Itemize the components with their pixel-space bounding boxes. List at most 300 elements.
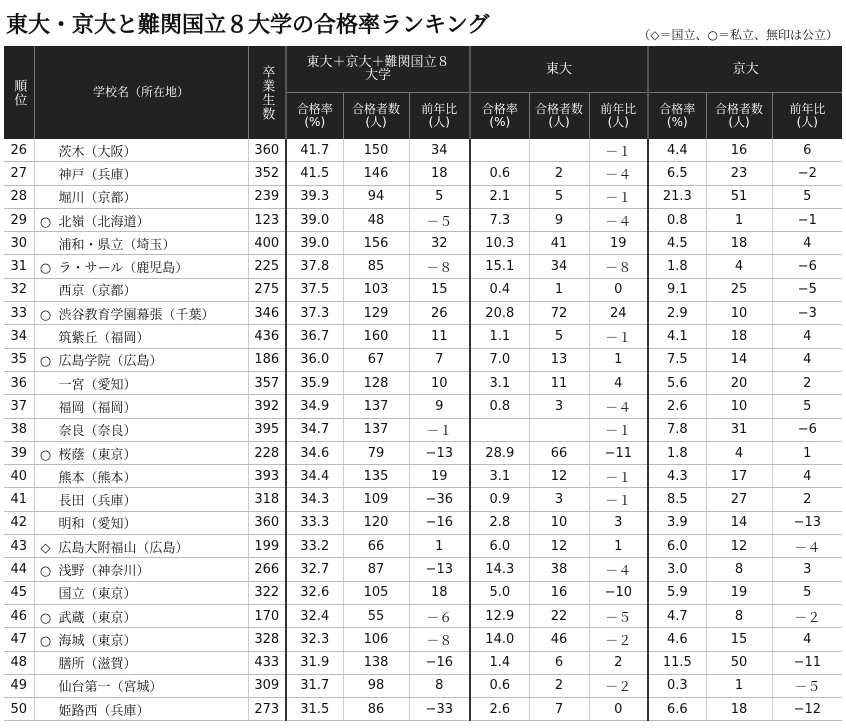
rank-cell: 44	[4, 558, 34, 581]
kyodai-rate-cell: 4.4	[648, 139, 706, 162]
todai-count-cell	[529, 139, 589, 162]
all-yoy-cell: 1	[409, 535, 470, 558]
all-count-cell: 79	[343, 441, 409, 464]
school-name: 明和（愛知）	[58, 517, 137, 533]
school-cell	[34, 278, 248, 301]
school-cell	[34, 651, 248, 674]
table-row	[4, 185, 842, 208]
kyodai-count-cell: 14	[706, 348, 772, 371]
kyodai-rate-cell: 5.6	[648, 371, 706, 394]
kyodai-yoy-cell: 4	[772, 465, 842, 488]
school-cell	[34, 302, 248, 325]
todai-yoy-cell: －１	[589, 418, 648, 441]
todai-count-cell: 72	[529, 302, 589, 325]
todai-rate-cell: 0.8	[470, 395, 529, 418]
rank-cell: 45	[4, 581, 34, 604]
kyodai-rate-cell: 3.9	[648, 511, 706, 534]
todai-rate-cell: 20.8	[470, 302, 529, 325]
header-rate: 合格率(%)	[648, 93, 706, 140]
todai-count-cell: 66	[529, 441, 589, 464]
rank-cell: 31	[4, 255, 34, 278]
all-count-cell: 86	[343, 698, 409, 721]
graduates-cell: 228	[248, 441, 286, 464]
todai-count-cell: 3	[529, 395, 589, 418]
graduates-cell: 318	[248, 488, 286, 511]
table-row	[4, 604, 842, 627]
header-school: 学校名（所在地）	[34, 46, 248, 139]
graduates-cell: 273	[248, 698, 286, 721]
graduates-cell: 395	[248, 418, 286, 441]
graduates-cell: 186	[248, 348, 286, 371]
kyodai-rate-cell: 2.6	[648, 395, 706, 418]
table-row	[4, 371, 842, 394]
todai-yoy-cell: 24	[589, 302, 648, 325]
kyodai-yoy-cell: −6	[772, 255, 842, 278]
all-count-cell: 150	[343, 139, 409, 162]
ranking-table	[4, 46, 842, 721]
kyodai-count-cell: 27	[706, 488, 772, 511]
header-count: 合格者数(人)	[529, 93, 589, 140]
all-yoy-cell: －５	[409, 208, 470, 231]
kyodai-yoy-cell: 5	[772, 395, 842, 418]
todai-rate-cell: 15.1	[470, 255, 529, 278]
kyodai-count-cell: 18	[706, 232, 772, 255]
todai-rate-cell: 3.1	[470, 465, 529, 488]
kyodai-rate-cell: 6.6	[648, 698, 706, 721]
todai-yoy-cell: 0	[589, 278, 648, 301]
school-name: 西京（京都）	[58, 284, 137, 300]
kyodai-count-cell: 18	[706, 698, 772, 721]
school-name: 福岡（福岡）	[58, 400, 137, 416]
graduates-cell: 266	[248, 558, 286, 581]
all-count-cell: 105	[343, 581, 409, 604]
kyodai-rate-cell: 5.9	[648, 581, 706, 604]
kyodai-rate-cell: 0.3	[648, 674, 706, 697]
rank-cell: 43	[4, 535, 34, 558]
kyodai-yoy-cell: −11	[772, 651, 842, 674]
kyodai-count-cell: 4	[706, 255, 772, 278]
header-yoy: 前年比(人)	[589, 93, 648, 140]
school-name: 浅野（神奈川）	[58, 563, 150, 579]
todai-count-cell: 46	[529, 628, 589, 651]
todai-rate-cell: 0.9	[470, 488, 529, 511]
school-name: 広島学院（広島）	[58, 354, 163, 370]
school-cell	[34, 698, 248, 721]
rank-cell: 39	[4, 441, 34, 464]
kyodai-count-cell: 17	[706, 465, 772, 488]
all-count-cell: 98	[343, 674, 409, 697]
kyodai-yoy-cell: －４	[772, 535, 842, 558]
rank-cell: 46	[4, 604, 34, 627]
all-count-cell: 48	[343, 208, 409, 231]
todai-yoy-cell: 3	[589, 511, 648, 534]
todai-count-cell: 5	[529, 185, 589, 208]
ranking-table-body	[4, 139, 842, 721]
school-cell	[34, 418, 248, 441]
kyodai-yoy-cell: −2	[772, 162, 842, 185]
all-rate-cell: 33.2	[286, 535, 343, 558]
table-row	[4, 674, 842, 697]
graduates-cell: 170	[248, 604, 286, 627]
school-cell	[34, 208, 248, 231]
all-yoy-cell: −16	[409, 651, 470, 674]
school-cell	[34, 488, 248, 511]
kyodai-yoy-cell: 5	[772, 185, 842, 208]
table-row	[4, 558, 842, 581]
kyodai-rate-cell: 1.8	[648, 255, 706, 278]
all-rate-cell: 32.3	[286, 628, 343, 651]
kyodai-count-cell: 10	[706, 302, 772, 325]
all-count-cell: 66	[343, 535, 409, 558]
kyodai-count-cell: 10	[706, 395, 772, 418]
rank-cell: 47	[4, 628, 34, 651]
graduates-cell: 239	[248, 185, 286, 208]
table-row	[4, 651, 842, 674]
all-count-cell: 55	[343, 604, 409, 627]
all-yoy-cell: 10	[409, 371, 470, 394]
all-yoy-cell: 7	[409, 348, 470, 371]
todai-yoy-cell: －１	[589, 139, 648, 162]
kyodai-count-cell: 51	[706, 185, 772, 208]
school-type-mark: ○	[39, 610, 52, 626]
todai-yoy-cell: －１	[589, 325, 648, 348]
school-name: 堀川（京都）	[58, 191, 137, 207]
all-rate-cell: 39.0	[286, 232, 343, 255]
rank-cell: 41	[4, 488, 34, 511]
todai-count-cell: 22	[529, 604, 589, 627]
kyodai-count-cell: 1	[706, 208, 772, 231]
all-count-cell: 137	[343, 395, 409, 418]
kyodai-rate-cell: 1.8	[648, 441, 706, 464]
rank-cell: 35	[4, 348, 34, 371]
todai-rate-cell: 1.1	[470, 325, 529, 348]
todai-yoy-cell: －２	[589, 628, 648, 651]
school-name: 茨木（大阪）	[58, 144, 137, 160]
todai-rate-cell: 2.6	[470, 698, 529, 721]
school-cell	[34, 371, 248, 394]
all-rate-cell: 32.4	[286, 604, 343, 627]
kyodai-yoy-cell: 6	[772, 139, 842, 162]
all-yoy-cell: －８	[409, 628, 470, 651]
todai-count-cell: 6	[529, 651, 589, 674]
todai-count-cell: 2	[529, 674, 589, 697]
all-yoy-cell: −13	[409, 558, 470, 581]
todai-rate-cell	[470, 139, 529, 162]
todai-rate-cell: 10.3	[470, 232, 529, 255]
table-row	[4, 139, 842, 162]
all-rate-cell: 34.4	[286, 465, 343, 488]
kyodai-rate-cell: 21.3	[648, 185, 706, 208]
kyodai-yoy-cell: 3	[772, 558, 842, 581]
school-type-mark: ○	[39, 214, 52, 230]
all-yoy-cell: 26	[409, 302, 470, 325]
kyodai-count-cell: 18	[706, 325, 772, 348]
todai-count-cell: 38	[529, 558, 589, 581]
school-name: 渋谷教育学園幕張（千葉）	[58, 307, 215, 323]
rank-cell: 36	[4, 371, 34, 394]
school-name: 広島大附福山（広島）	[58, 540, 189, 556]
todai-yoy-cell: －４	[589, 395, 648, 418]
rank-cell: 28	[4, 185, 34, 208]
kyodai-yoy-cell: 5	[772, 581, 842, 604]
table-row	[4, 628, 842, 651]
kyodai-count-cell: 23	[706, 162, 772, 185]
todai-rate-cell: 2.1	[470, 185, 529, 208]
rank-cell: 33	[4, 302, 34, 325]
all-yoy-cell: −13	[409, 441, 470, 464]
kyodai-count-cell: 16	[706, 139, 772, 162]
all-rate-cell: 34.3	[286, 488, 343, 511]
graduates-cell: 436	[248, 325, 286, 348]
table-row	[4, 441, 842, 464]
all-yoy-cell: −36	[409, 488, 470, 511]
todai-rate-cell: 12.9	[470, 604, 529, 627]
all-rate-cell: 31.7	[286, 674, 343, 697]
all-count-cell: 67	[343, 348, 409, 371]
kyodai-yoy-cell: 1	[772, 441, 842, 464]
all-count-cell: 87	[343, 558, 409, 581]
graduates-cell: 352	[248, 162, 286, 185]
school-type-mark: ◇	[40, 540, 51, 556]
todai-yoy-cell: 0	[589, 698, 648, 721]
kyodai-rate-cell: 3.0	[648, 558, 706, 581]
all-count-cell: 137	[343, 418, 409, 441]
all-rate-cell: 31.9	[286, 651, 343, 674]
todai-yoy-cell: －４	[589, 558, 648, 581]
all-rate-cell: 36.7	[286, 325, 343, 348]
graduates-cell: 357	[248, 371, 286, 394]
school-name: ラ・サール（鹿児島）	[58, 261, 189, 277]
header-yoy: 前年比(人)	[772, 93, 842, 140]
school-name: 奈良（奈良）	[58, 424, 137, 440]
all-rate-cell: 37.3	[286, 302, 343, 325]
todai-rate-cell: 5.0	[470, 581, 529, 604]
school-name: 北嶺（北海道）	[58, 214, 150, 230]
rank-cell: 50	[4, 698, 34, 721]
rank-cell: 38	[4, 418, 34, 441]
todai-rate-cell: 7.3	[470, 208, 529, 231]
all-count-cell: 109	[343, 488, 409, 511]
school-name: 膳所（滋賀）	[58, 657, 137, 673]
graduates-cell: 392	[248, 395, 286, 418]
kyodai-count-cell: 8	[706, 604, 772, 627]
todai-yoy-cell: －４	[589, 208, 648, 231]
header-count: 合格者数(人)	[343, 93, 409, 140]
kyodai-rate-cell: 4.3	[648, 465, 706, 488]
kyodai-rate-cell: 9.1	[648, 278, 706, 301]
header-yoy: 前年比(人)	[409, 93, 470, 140]
kyodai-yoy-cell: −12	[772, 698, 842, 721]
todai-yoy-cell: －１	[589, 465, 648, 488]
graduates-cell: 360	[248, 139, 286, 162]
all-rate-cell: 31.5	[286, 698, 343, 721]
school-cell	[34, 395, 248, 418]
todai-count-cell: 9	[529, 208, 589, 231]
graduates-cell: 309	[248, 674, 286, 697]
rank-cell: 48	[4, 651, 34, 674]
school-cell	[34, 674, 248, 697]
school-cell	[34, 628, 248, 651]
school-type-mark: ○	[39, 633, 52, 649]
todai-rate-cell: 0.6	[470, 162, 529, 185]
school-name: 神戸（兵庫）	[58, 167, 137, 183]
todai-yoy-cell: －８	[589, 255, 648, 278]
table-row	[4, 465, 842, 488]
school-cell	[34, 535, 248, 558]
kyodai-yoy-cell: －５	[772, 674, 842, 697]
all-rate-cell: 39.0	[286, 208, 343, 231]
school-name: 海城（東京）	[58, 633, 137, 649]
rank-cell: 32	[4, 278, 34, 301]
all-yoy-cell: 5	[409, 185, 470, 208]
school-type-mark: ○	[39, 354, 52, 370]
todai-count-cell: 12	[529, 465, 589, 488]
all-rate-cell: 41.7	[286, 139, 343, 162]
table-row	[4, 348, 842, 371]
rank-cell: 29	[4, 208, 34, 231]
school-name: 姫路西（兵庫）	[58, 703, 150, 719]
graduates-cell: 328	[248, 628, 286, 651]
graduates-cell: 199	[248, 535, 286, 558]
all-rate-cell: 34.6	[286, 441, 343, 464]
kyodai-yoy-cell: －２	[772, 604, 842, 627]
all-yoy-cell: 8	[409, 674, 470, 697]
all-count-cell: 106	[343, 628, 409, 651]
kyodai-yoy-cell: 2	[772, 371, 842, 394]
school-cell	[34, 162, 248, 185]
todai-rate-cell: 0.4	[470, 278, 529, 301]
school-name: 浦和・県立（埼玉）	[58, 237, 176, 253]
all-count-cell: 138	[343, 651, 409, 674]
table-row	[4, 698, 842, 721]
todai-rate-cell: 6.0	[470, 535, 529, 558]
kyodai-rate-cell: 6.0	[648, 535, 706, 558]
kyodai-count-cell: 14	[706, 511, 772, 534]
header-rate: 合格率(%)	[470, 93, 529, 140]
all-yoy-cell: 18	[409, 162, 470, 185]
school-cell	[34, 325, 248, 348]
graduates-cell: 225	[248, 255, 286, 278]
todai-yoy-cell: −10	[589, 581, 648, 604]
kyodai-yoy-cell: −5	[772, 278, 842, 301]
todai-count-cell: 11	[529, 371, 589, 394]
all-count-cell: 120	[343, 511, 409, 534]
all-rate-cell: 39.3	[286, 185, 343, 208]
kyodai-count-cell: 8	[706, 558, 772, 581]
kyodai-yoy-cell: 4	[772, 325, 842, 348]
rank-cell: 30	[4, 232, 34, 255]
all-yoy-cell: 11	[409, 325, 470, 348]
header-count: 合格者数(人)	[706, 93, 772, 140]
all-count-cell: 135	[343, 465, 409, 488]
school-cell	[34, 558, 248, 581]
kyodai-rate-cell: 4.7	[648, 604, 706, 627]
todai-yoy-cell: 4	[589, 371, 648, 394]
todai-count-cell: 12	[529, 535, 589, 558]
school-type-mark: ○	[39, 447, 52, 463]
todai-rate-cell: 14.0	[470, 628, 529, 651]
school-type-mark: ○	[39, 261, 52, 277]
graduates-cell: 360	[248, 511, 286, 534]
legend-note: （◇＝国立、○＝私立、無印は公立）	[638, 28, 838, 42]
kyodai-rate-cell: 8.5	[648, 488, 706, 511]
kyodai-yoy-cell: −13	[772, 511, 842, 534]
todai-rate-cell: 0.6	[470, 674, 529, 697]
header-rate: 合格率(%)	[286, 93, 343, 140]
table-row	[4, 162, 842, 185]
kyodai-count-cell: 50	[706, 651, 772, 674]
kyodai-rate-cell: 11.5	[648, 651, 706, 674]
school-cell	[34, 139, 248, 162]
kyodai-yoy-cell: 2	[772, 488, 842, 511]
school-cell	[34, 255, 248, 278]
school-type-mark: ○	[39, 563, 52, 579]
kyodai-rate-cell: 7.8	[648, 418, 706, 441]
all-rate-cell: 34.7	[286, 418, 343, 441]
todai-rate-cell: 7.0	[470, 348, 529, 371]
header-group-all: 東大＋京大＋難関国立８大学	[286, 46, 470, 93]
todai-count-cell: 7	[529, 698, 589, 721]
table-row	[4, 255, 842, 278]
todai-rate-cell: 28.9	[470, 441, 529, 464]
school-name: 長田（兵庫）	[58, 494, 137, 510]
kyodai-rate-cell: 6.5	[648, 162, 706, 185]
school-cell	[34, 348, 248, 371]
todai-rate-cell: 3.1	[470, 371, 529, 394]
kyodai-yoy-cell: 4	[772, 348, 842, 371]
table-row	[4, 581, 842, 604]
all-yoy-cell: 9	[409, 395, 470, 418]
header-rank: 順位	[4, 46, 34, 139]
all-rate-cell: 41.5	[286, 162, 343, 185]
kyodai-yoy-cell: 4	[772, 628, 842, 651]
kyodai-count-cell: 20	[706, 371, 772, 394]
all-rate-cell: 36.0	[286, 348, 343, 371]
header-graduates: 卒業生数	[248, 46, 286, 139]
table-row	[4, 232, 842, 255]
rank-cell: 34	[4, 325, 34, 348]
rank-cell: 26	[4, 139, 34, 162]
table-row	[4, 325, 842, 348]
kyodai-count-cell: 19	[706, 581, 772, 604]
school-name: 国立（東京）	[58, 587, 137, 603]
all-count-cell: 103	[343, 278, 409, 301]
header-group-kyodai: 京大	[648, 46, 842, 93]
table-row	[4, 488, 842, 511]
todai-yoy-cell: 19	[589, 232, 648, 255]
all-count-cell: 160	[343, 325, 409, 348]
kyodai-count-cell: 31	[706, 418, 772, 441]
all-rate-cell: 35.9	[286, 371, 343, 394]
all-count-cell: 128	[343, 371, 409, 394]
page-title: 東大・京大と難関国立８大学の合格率ランキング	[6, 13, 490, 38]
all-count-cell: 156	[343, 232, 409, 255]
todai-count-cell: 41	[529, 232, 589, 255]
todai-count-cell: 10	[529, 511, 589, 534]
todai-yoy-cell: 2	[589, 651, 648, 674]
all-yoy-cell: 15	[409, 278, 470, 301]
todai-yoy-cell: 1	[589, 348, 648, 371]
school-name: 熊本（熊本）	[58, 470, 137, 486]
school-name: 桜蔭（東京）	[58, 447, 137, 463]
rank-cell: 42	[4, 511, 34, 534]
table-row	[4, 278, 842, 301]
kyodai-count-cell: 4	[706, 441, 772, 464]
table-row	[4, 511, 842, 534]
kyodai-yoy-cell: 4	[772, 232, 842, 255]
table-row	[4, 418, 842, 441]
todai-yoy-cell: －５	[589, 604, 648, 627]
